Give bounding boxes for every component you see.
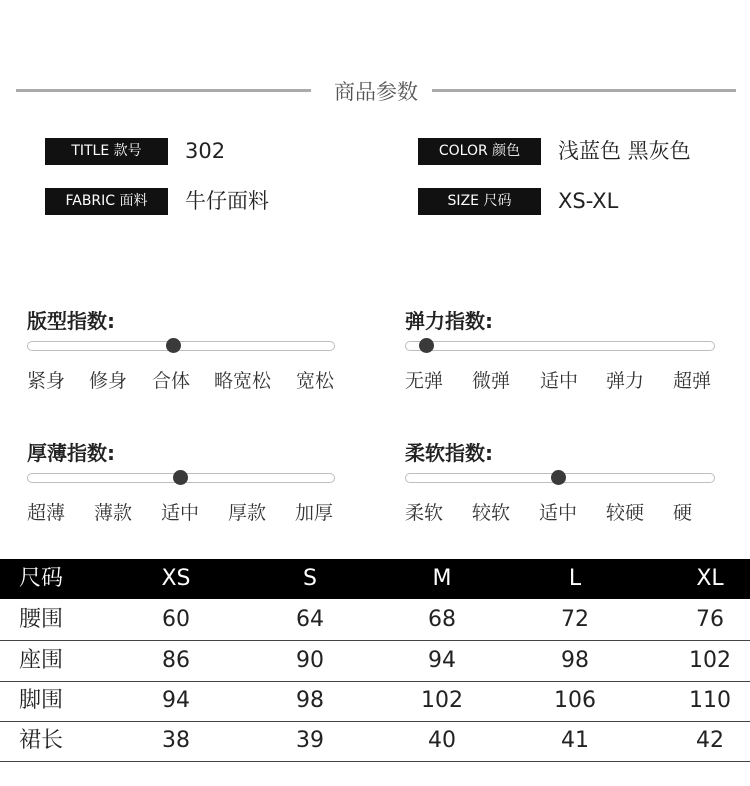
table-cell: 110 xyxy=(689,688,731,713)
softness-option: 较软 xyxy=(472,502,511,524)
row-label: 腰围 xyxy=(19,607,64,632)
table-cell: 42 xyxy=(696,728,724,753)
row-divider xyxy=(0,721,750,722)
thickness-option: 薄款 xyxy=(94,502,133,524)
elasticity-index-track xyxy=(405,341,715,351)
header-cell: XL xyxy=(696,566,724,591)
row-label: 裙长 xyxy=(19,728,64,753)
fit-index-knob xyxy=(166,338,181,353)
table-cell: 102 xyxy=(421,688,463,713)
fit-index-title: 版型指数: xyxy=(27,309,115,333)
elasticity-option: 微弹 xyxy=(472,370,511,392)
thickness-option: 厚款 xyxy=(228,502,267,524)
elasticity-option: 无弹 xyxy=(405,370,444,392)
fit-index-track xyxy=(27,341,335,351)
softness-index-title: 柔软指数: xyxy=(405,441,493,465)
header-cell: 尺码 xyxy=(19,566,64,591)
color-value: 浅蓝色 黑灰色 xyxy=(558,139,691,163)
table-cell: 94 xyxy=(428,648,456,673)
table-cell: 102 xyxy=(689,648,731,673)
table-cell: 39 xyxy=(296,728,324,753)
table-cell: 86 xyxy=(162,648,190,673)
table-cell: 98 xyxy=(561,648,589,673)
header-cell: L xyxy=(568,566,582,591)
elasticity-option: 适中 xyxy=(540,370,579,392)
header-cell: XS xyxy=(161,566,191,591)
thickness-index-title: 厚薄指数: xyxy=(27,441,115,465)
thickness-index-knob xyxy=(173,470,188,485)
softness-option: 柔软 xyxy=(405,502,444,524)
title-label: TITLE 款号 xyxy=(45,138,168,165)
table-cell: 40 xyxy=(428,728,456,753)
table-cell: 98 xyxy=(296,688,324,713)
fit-option: 宽松 xyxy=(296,370,335,392)
row-label: 脚围 xyxy=(19,688,64,713)
title-value: 302 xyxy=(185,139,226,163)
fit-option: 紧身 xyxy=(27,370,66,392)
table-cell: 90 xyxy=(296,648,324,673)
header-cell: M xyxy=(432,566,452,591)
header-cell: S xyxy=(303,566,317,591)
softness-option: 较硬 xyxy=(606,502,645,524)
table-cell: 60 xyxy=(162,607,190,632)
color-label: COLOR 颜色 xyxy=(418,138,541,165)
fit-option: 合体 xyxy=(152,370,191,392)
elasticity-option: 超弹 xyxy=(673,370,712,392)
row-divider xyxy=(0,640,750,641)
elasticity-index-knob xyxy=(419,338,434,353)
table-cell: 76 xyxy=(696,607,724,632)
table-cell: 64 xyxy=(296,607,324,632)
table-cell: 106 xyxy=(554,688,596,713)
thickness-option: 加厚 xyxy=(295,502,334,524)
size-value: XS-XL xyxy=(558,189,619,213)
header-divider-left xyxy=(16,89,311,92)
table-cell: 38 xyxy=(162,728,190,753)
row-label: 座围 xyxy=(19,648,64,673)
elasticity-index-title: 弹力指数: xyxy=(405,309,493,333)
softness-index-knob xyxy=(551,470,566,485)
table-cell: 41 xyxy=(561,728,589,753)
table-cell: 68 xyxy=(428,607,456,632)
thickness-option: 适中 xyxy=(161,502,200,524)
elasticity-option: 弹力 xyxy=(606,370,645,392)
row-divider xyxy=(0,681,750,682)
fabric-label: FABRIC 面料 xyxy=(45,188,168,215)
softness-option: 硬 xyxy=(673,502,693,524)
size-table-header xyxy=(0,559,750,599)
fit-option: 略宽松 xyxy=(214,370,272,392)
fit-option: 修身 xyxy=(89,370,128,392)
table-cell: 72 xyxy=(561,607,589,632)
table-cell: 94 xyxy=(162,688,190,713)
fabric-value: 牛仔面料 xyxy=(185,189,269,213)
size-label: SIZE 尺码 xyxy=(418,188,541,215)
thickness-option: 超薄 xyxy=(27,502,66,524)
section-title: 商品参数 xyxy=(334,80,418,104)
softness-option: 适中 xyxy=(539,502,578,524)
row-divider xyxy=(0,761,750,762)
header-divider-right xyxy=(432,89,736,92)
